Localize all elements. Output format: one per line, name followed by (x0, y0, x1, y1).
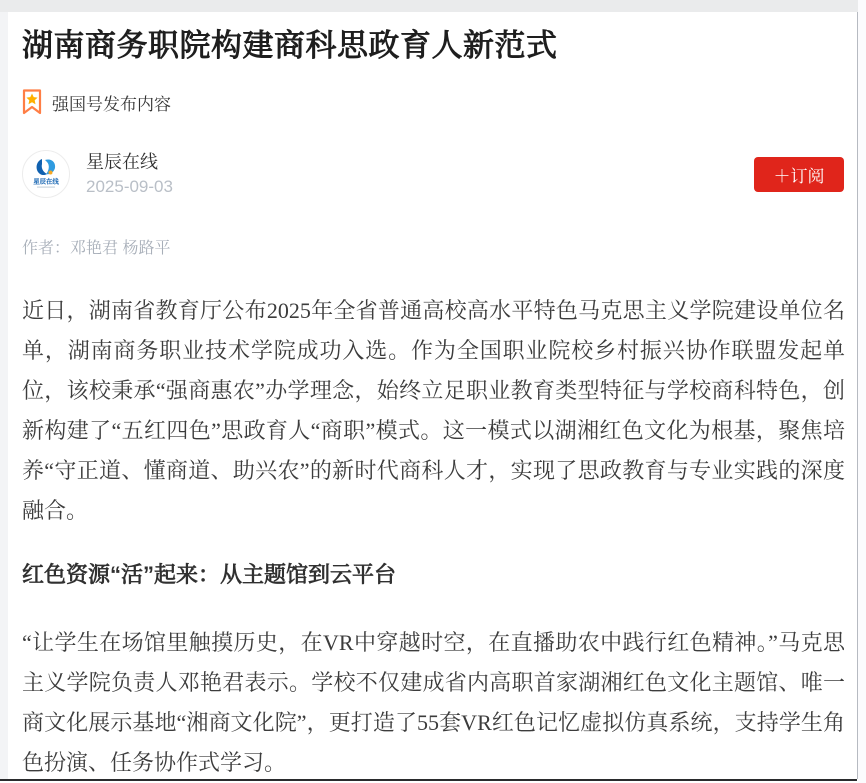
avatar-caption-text: 星辰在线 (33, 178, 59, 186)
publisher-avatar[interactable] (22, 150, 70, 198)
source-badge (22, 89, 845, 115)
section-subheading: 红色资源“活”起来：从主题馆到云平台 (22, 562, 397, 587)
article-paragraph-1: 近日，湖南省教育厅公布2025年全省普通高校高水平特色马克思主义学院建设单位名单，湖南商务职业技术学院成功入选。作为全国职业院校乡村振兴协作联盟发起单位，该校秉承“强商惠农”办学理念，始终立足职业教育类型特征与学校商科特色，创新构建了“五红四色”思政育人“商职”模式。这一模式以湖湘红色文化为根基，聚焦培养“守正道、懂商道、助兴农”的新时代商科人才，实现了思政教育与专业实践的深度融合。 (22, 298, 845, 523)
article-title: 湖南商务职院构建商科思政育人新范式 (22, 28, 558, 63)
publish-date: 2025-09-03 (86, 177, 173, 196)
top-edge-strip (0, 0, 858, 12)
publisher-name[interactable]: 星辰在线 (86, 152, 158, 172)
bookmark-star-icon (22, 89, 42, 115)
right-edge-column (858, 0, 866, 783)
byline: 作者：邓艳君 杨路平 (22, 240, 171, 257)
publisher-meta (86, 151, 173, 197)
article-paragraph-2: “让学生在场馆里触摸历史，在VR中穿越时空，在直播助农中践行红色精神。”马克思主义学院负责人邓艳君表示。学校不仅建成省内高职首家湖湘红色文化主题馆、唯一商文化展示基地“湘商文化院”，更打造了55套VR红色记忆虚拟仿真系统，支持学生角色扮演、任务协作式学习。 (22, 630, 845, 775)
subscribe-button[interactable]: ＋订阅 (754, 157, 844, 192)
source-badge-label: 强国号发布内容 (52, 94, 171, 114)
right-edge-divider (857, 12, 858, 779)
publisher-row (22, 150, 845, 198)
left-edge-strip (0, 12, 8, 779)
article-card (8, 12, 857, 779)
